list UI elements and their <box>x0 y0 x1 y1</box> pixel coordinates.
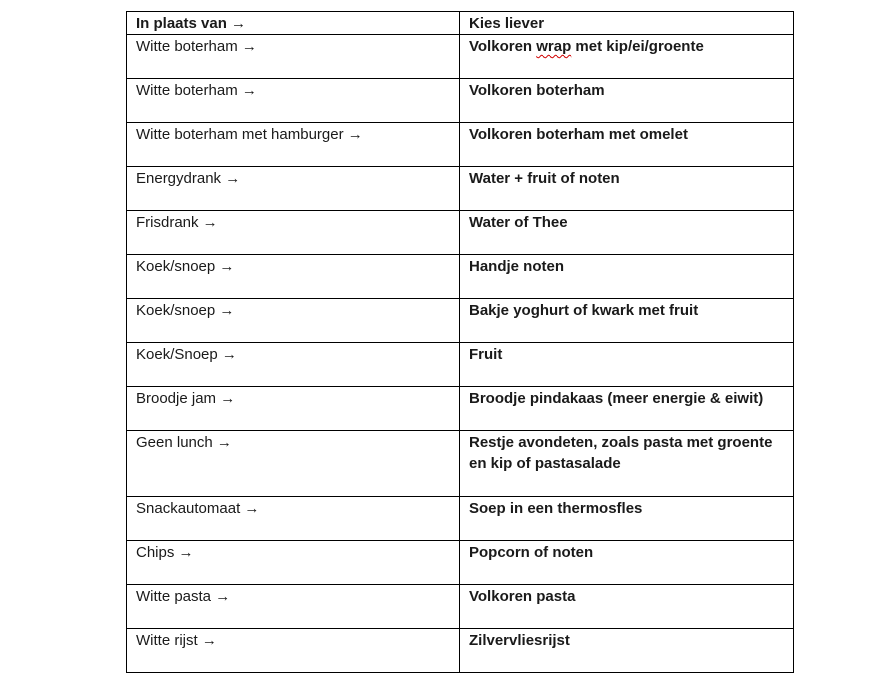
header-choose-instead: Kies liever <box>460 12 794 35</box>
instead-cell: Frisdrank → <box>127 211 460 255</box>
instead-cell: Snackautomaat → <box>127 497 460 541</box>
header-instead-of: In plaats van → <box>127 12 460 35</box>
choose-cell: Zilvervliesrijst <box>460 629 794 673</box>
choose-cell: Broodje pindakaas (meer energie & eiwit) <box>460 387 794 431</box>
choose-cell: Fruit <box>460 343 794 387</box>
food-swap-table <box>126 11 794 673</box>
instead-cell: Witte pasta → <box>127 585 460 629</box>
choose-cell: Volkoren pasta <box>460 585 794 629</box>
instead-cell: Koek/Snoep → <box>127 343 460 387</box>
choose-cell <box>460 35 794 79</box>
instead-cell: Chips → <box>127 541 460 585</box>
choose-cell: Restje avondeten, zoals pasta met groente en kip of pastasalade <box>460 431 794 497</box>
instead-cell: Koek/snoep → <box>127 255 460 299</box>
table-row <box>127 35 794 79</box>
table-row <box>127 255 794 299</box>
table-row <box>127 79 794 123</box>
table-row <box>127 167 794 211</box>
choose-cell: Soep in een thermosfles <box>460 497 794 541</box>
instead-cell: Broodje jam → <box>127 387 460 431</box>
instead-cell: Geen lunch → <box>127 431 460 497</box>
table-row <box>127 299 794 343</box>
table-row <box>127 585 794 629</box>
choose-cell: Water of Thee <box>460 211 794 255</box>
table-row <box>127 123 794 167</box>
instead-cell: Energydrank → <box>127 167 460 211</box>
table-row <box>127 629 794 673</box>
choose-cell: Volkoren boterham met omelet <box>460 123 794 167</box>
choose-cell: Bakje yoghurt of kwark met fruit <box>460 299 794 343</box>
choose-text-part: met kip/ei/groente <box>571 38 704 55</box>
choose-text-part: Volkoren <box>469 38 537 55</box>
table-row <box>127 497 794 541</box>
instead-cell: Koek/snoep → <box>127 299 460 343</box>
choose-cell: Volkoren boterham <box>460 79 794 123</box>
spellcheck-flagged-word: wrap <box>536 38 572 55</box>
table-row <box>127 431 794 497</box>
choose-cell: Water + fruit of noten <box>460 167 794 211</box>
table-row <box>127 387 794 431</box>
instead-cell: Witte boterham → <box>127 79 460 123</box>
choose-cell: Handje noten <box>460 255 794 299</box>
instead-cell: Witte boterham met hamburger → <box>127 123 460 167</box>
instead-cell: Witte rijst → <box>127 629 460 673</box>
table-row <box>127 211 794 255</box>
instead-cell: Witte boterham → <box>127 35 460 79</box>
table-row <box>127 541 794 585</box>
table-row <box>127 343 794 387</box>
choose-cell: Popcorn of noten <box>460 541 794 585</box>
table-header-row <box>127 12 794 35</box>
